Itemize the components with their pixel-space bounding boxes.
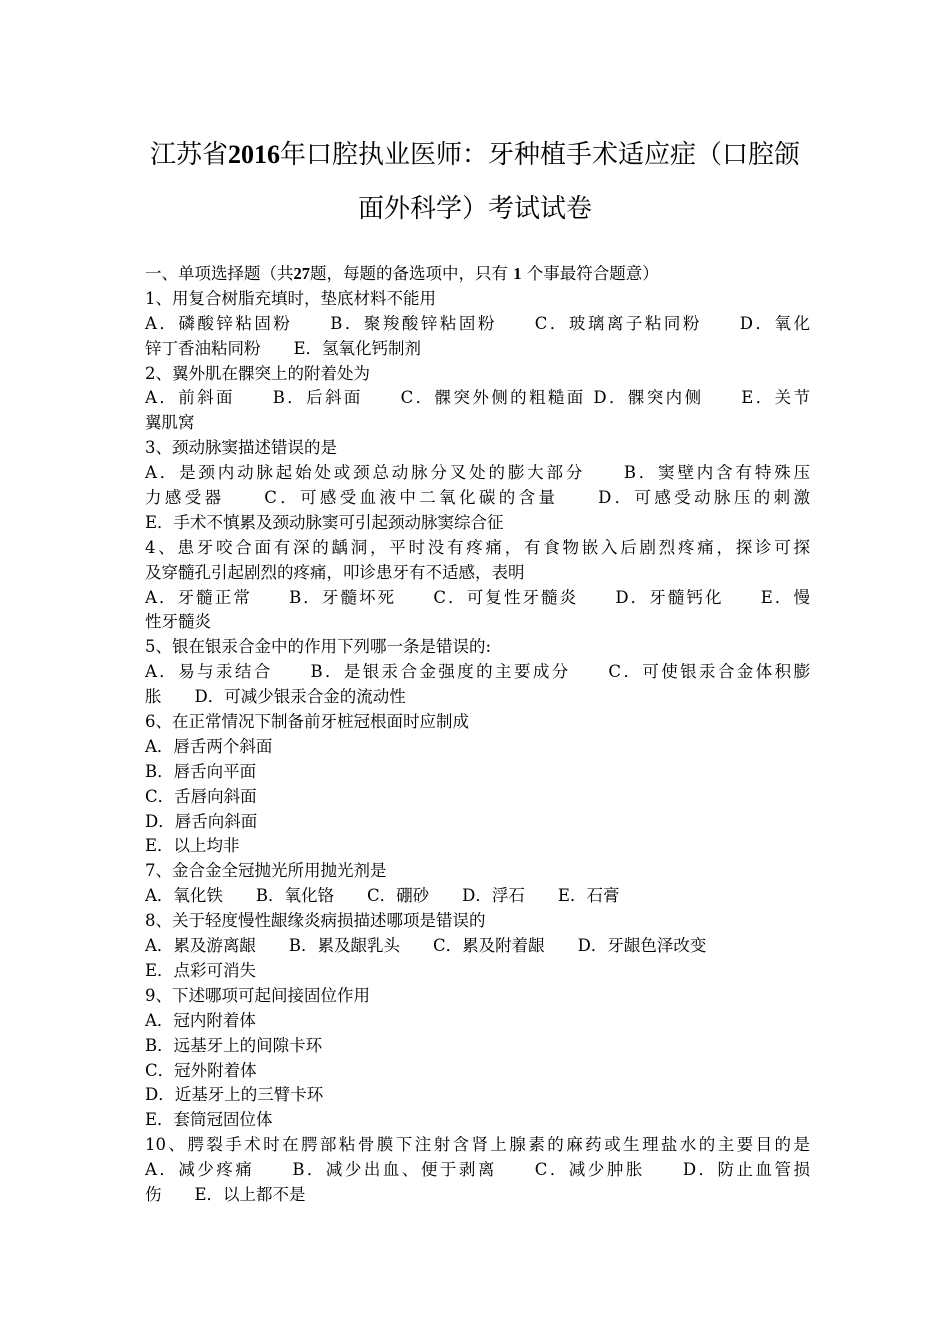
document-line: D．唇舌向斜面 [145, 811, 258, 831]
document-line: C．冠外附着体 [145, 1060, 257, 1080]
title-text-b: 年口腔执业医师：牙种植手术适应症（口腔颌 [280, 140, 801, 170]
document-line: 伤 E．以上都不是 [145, 1184, 306, 1204]
document-line: 10、腭裂手术时在腭部粘骨膜下注射含肾上腺素的麻药或生理盐水的主要目的是 [145, 1135, 810, 1155]
document-line: 翼肌窝 [145, 413, 195, 433]
section-text-a: 一、单项选择题（共 [145, 264, 294, 283]
document-line: 1、用复合树脂充填时，垫底材料不能用 [145, 288, 436, 308]
document-line: 及穿髓孔引起剧烈的疼痛，叩诊患牙有不适感，表明 [145, 562, 525, 582]
document-line: 3、颈动脉窦描述错误的是 [145, 438, 337, 458]
document-line: 锌丁香油粘同粉 E．氢氧化钙制剂 [145, 338, 422, 358]
document-line: 力感受器 C．可感受血液中二氧化碳的含量 D．可感受动脉压的刺激 [145, 488, 810, 508]
question-lines [145, 287, 810, 1208]
document-line: 4、患牙咬合面有深的龋洞，平时没有疼痛，有食物嵌入后剧烈疼痛，探诊可探 [145, 537, 810, 557]
document-line: D．近基牙上的三臂卡环 [145, 1085, 324, 1105]
document-line: E．以上均非 [145, 836, 240, 856]
document-line: E．套筒冠固位体 [145, 1110, 273, 1130]
document-line: E．手术不慎累及颈动脉窦可引起颈动脉窦综合征 [145, 512, 504, 532]
document-line: A．磷酸锌粘固粉 B．聚羧酸锌粘固粉 C．玻璃离子粘同粉 D．氧化 [145, 313, 810, 333]
document-line: A．前斜面 B．后斜面 C．髁突外侧的粗糙面 D．髁突内侧 E．关节 [145, 388, 810, 408]
title-line-1 [120, 128, 830, 182]
document-title [120, 128, 830, 236]
document-line: A．唇舌两个斜面 [145, 736, 273, 756]
document-line: A．减少疼痛 B．减少出血、便于剥离 C．减少肿胀 D．防止血管损 [145, 1160, 810, 1180]
document-line: E．点彩可消失 [145, 960, 257, 980]
document-line: A．易与汞结合 B．是银汞合金强度的主要成分 C．可使银汞合金体积膨 [145, 662, 810, 682]
document-line: 性牙髓炎 [145, 612, 211, 632]
document-line: A．牙髓正常 B．牙髓坏死 C．可复性牙髓炎 D．牙髓钙化 E．慢 [145, 587, 810, 607]
title-text-a: 江苏省 [149, 140, 228, 170]
document-line: 9、下述哪项可起间接固位作用 [145, 985, 370, 1005]
question-body [145, 262, 810, 1208]
document-line: A．累及游离龈 B．累及龈乳头 C．累及附着龈 D．牙龈色泽改变 [145, 936, 707, 956]
section-text-b: 题，每题的备选项中，只有 [310, 264, 508, 283]
document-line: 胀 D．可减少银汞合金的流动性 [145, 687, 406, 707]
document-line: C．舌唇向斜面 [145, 786, 257, 806]
document-line: A．氧化铁 B．氧化铬 C．硼砂 D．浮石 E．石膏 [145, 886, 620, 906]
document-line: A．冠内附着体 [145, 1010, 256, 1030]
title-year: 2016 [228, 140, 280, 169]
section-heading [145, 262, 810, 287]
document-line: B．唇舌向平面 [145, 761, 257, 781]
document-line: 7、金合金全冠抛光所用抛光剂是 [145, 861, 387, 881]
document-line: 2、翼外肌在髁突上的附着处为 [145, 363, 370, 383]
title-line-2: 面外科学）考试试卷 [357, 194, 592, 224]
document-line: 8、关于轻度慢性龈缘炎病损描述哪项是错误的 [145, 911, 486, 931]
section-text-c: 个事最符合题意） [526, 264, 659, 283]
document-line: 6、在正常情况下制备前牙桩冠根面时应制成 [145, 712, 469, 732]
question-count: 27 [293, 264, 310, 283]
document-line: A．是颈内动脉起始处或颈总动脉分叉处的膨大部分 B．窦壁内含有特殊压 [145, 463, 810, 483]
document-line: 5、银在银汞合金中的作用下列哪一条是错误的: [145, 637, 492, 657]
document-line: B．远基牙上的间隙卡环 [145, 1035, 323, 1055]
answer-count: 1 [513, 264, 522, 283]
